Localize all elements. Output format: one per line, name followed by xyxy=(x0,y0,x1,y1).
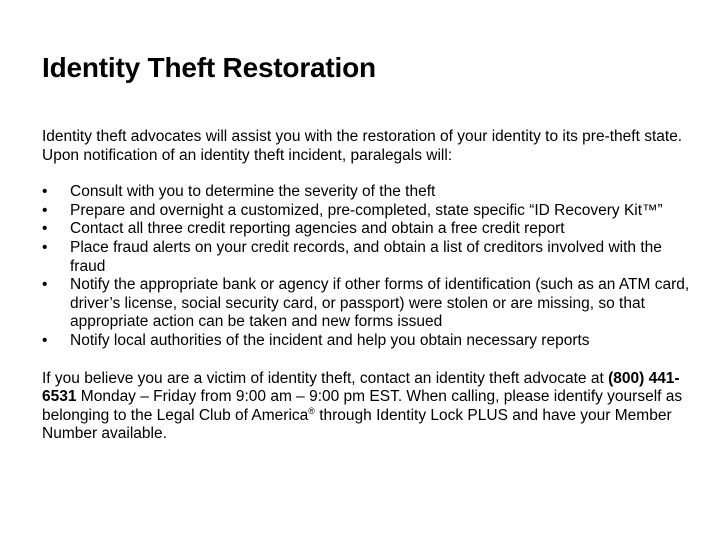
list-item xyxy=(42,239,692,276)
bullet-text: Prepare and overnight a customized, pre-completed, state specific “ID Recovery Kit™” xyxy=(70,201,663,219)
bullet-text: Place fraud alerts on your credit records, and obtain a list of creditors involved with the fraud xyxy=(70,238,662,275)
slide-title: Identity Theft Restoration xyxy=(42,52,376,83)
list-item xyxy=(42,276,692,332)
bullet-list xyxy=(42,183,692,350)
list-item xyxy=(42,183,692,202)
bullet-icon: • xyxy=(42,238,48,256)
closing-text-part2: Monday – Friday from 9:00 am – 9:00 pm EST. When calling, please identify yourself as belonging to the Legal Club of America xyxy=(42,388,683,424)
list-item xyxy=(42,202,692,221)
closing-paragraph xyxy=(42,370,692,444)
registered-mark: ® xyxy=(308,405,315,416)
bullet-text: Notify local authorities of the incident and help you obtain necessary reports xyxy=(70,331,590,349)
closing-text-part1: If you believe you are a victim of identity theft, contact an identity theft advocate at xyxy=(42,369,609,387)
slide-body xyxy=(42,128,692,444)
closing-text-part3: through Identity Lock PLUS and have your Member Number available. xyxy=(42,406,672,443)
bullet-icon: • xyxy=(42,220,48,238)
bullet-text: Notify the appropriate bank or agency if other forms of identification (such as an ATM card, driver’s license, social security card, or passport) were stolen or are missing, so that appropriate action can be taken and new forms issued xyxy=(70,276,690,331)
bullet-icon: • xyxy=(42,276,48,294)
intro-paragraph: Identity theft advocates will assist you with the restoration of your identity to its pre-theft state. Upon notification of an identity theft incident, paralegals will: xyxy=(42,128,683,164)
bullet-icon: • xyxy=(42,201,48,219)
bullet-text: Contact all three credit reporting agencies and obtain a free credit report xyxy=(70,220,565,238)
bullet-icon: • xyxy=(42,183,48,201)
phone-number: (800) 441-6531 xyxy=(42,369,680,406)
bullet-text: Consult with you to determine the severity of the theft xyxy=(70,183,436,201)
list-item xyxy=(42,220,692,239)
list-item xyxy=(42,332,692,351)
bullet-icon: • xyxy=(42,331,48,349)
